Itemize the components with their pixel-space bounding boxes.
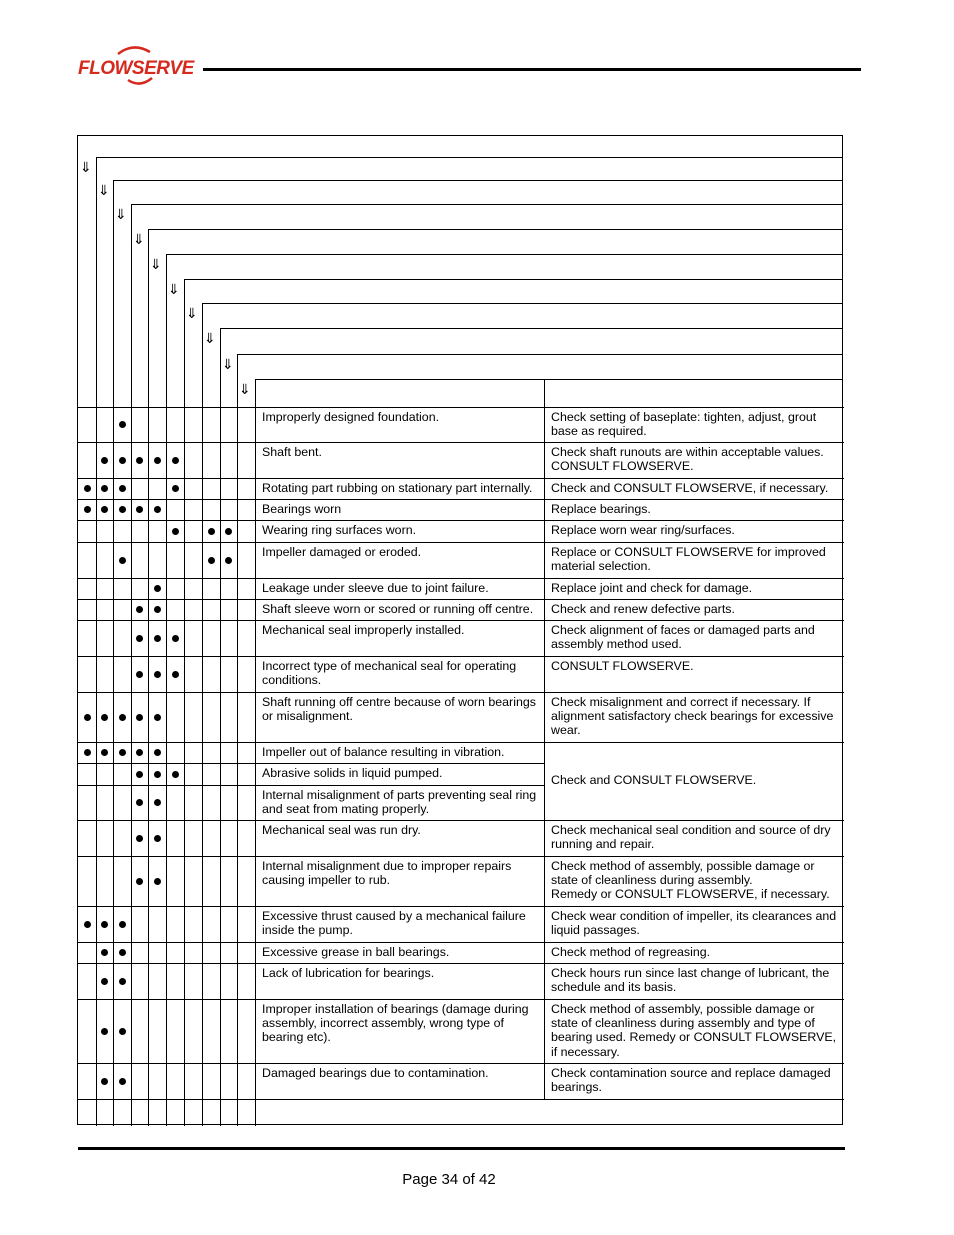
down-arrow-icon: ⇓ xyxy=(150,257,162,273)
down-arrow-icon: ⇓ xyxy=(239,382,251,398)
row-rule-19 xyxy=(78,999,844,1000)
header-rule-6 xyxy=(184,279,843,280)
symptom-dot xyxy=(225,557,232,564)
symptom-dot xyxy=(136,835,143,842)
cause-text: Lack of lubrication for bearings. xyxy=(262,966,435,980)
header-rule-1 xyxy=(96,157,843,158)
symptom-dot xyxy=(136,878,143,885)
symptom-dot xyxy=(101,978,108,985)
symptom-dot xyxy=(101,485,108,492)
header-rule-9 xyxy=(237,354,843,355)
row-rule-9 xyxy=(78,656,844,657)
symptom-dot xyxy=(172,457,179,464)
cause-text: Impeller out of balance resulting in vibration. xyxy=(262,745,505,759)
header-column-line-3 xyxy=(131,204,132,407)
body-column-line-4 xyxy=(166,407,167,1126)
remedy-text: Check misalignment and correct if necessary. If alignment satisfactory check bearings for excessive wear. xyxy=(551,695,834,738)
remedy-text: Check contamination source and replace damaged bearings. xyxy=(551,1066,831,1095)
cause-text: Damaged bearings due to contamination. xyxy=(262,1066,489,1080)
remedy-text: Check shaft runouts are within acceptable values. CONSULT FLOWSERVE. xyxy=(551,445,824,474)
symptom-dot xyxy=(101,1078,108,1085)
row-rule-12 xyxy=(78,763,544,764)
remedy-text: Check hours run since last change of lubricant, the schedule and its basis. xyxy=(551,966,830,995)
symptom-dot xyxy=(136,506,143,513)
symptom-dot xyxy=(154,606,161,613)
remedy-text: Check mechanical seal condition and source of dry running and repair. xyxy=(551,823,831,852)
row-rule-15 xyxy=(78,856,844,857)
symptom-dot xyxy=(225,528,232,535)
symptom-dot xyxy=(154,771,161,778)
row-rule-11 xyxy=(78,742,844,743)
header-rule-8 xyxy=(220,328,843,329)
merged-remedy-text: Check and CONSULT FLOWSERVE. xyxy=(551,773,757,787)
troubleshooting-table xyxy=(77,135,843,1125)
header-cause-line xyxy=(255,379,256,407)
symptom-dot xyxy=(84,485,91,492)
symptom-dot xyxy=(119,485,126,492)
cause-text: Wearing ring surfaces worn. xyxy=(262,523,417,537)
symptom-dot xyxy=(154,835,161,842)
header-rule-3 xyxy=(131,204,843,205)
symptom-dot xyxy=(101,714,108,721)
row-rule-7 xyxy=(78,599,844,600)
logo-text: FLOWSERVE xyxy=(78,58,194,79)
cause-text: Improper installation of bearings (damage during assembly, incorrect assembly, wrong type of bearing etc). xyxy=(262,1002,529,1045)
symptom-dot xyxy=(101,949,108,956)
header-rule-2 xyxy=(113,180,843,181)
remedy-text: Replace or CONSULT FLOWSERVE for improved material selection. xyxy=(551,545,826,574)
cause-text: Bearings worn xyxy=(262,502,342,516)
remedy-text: Replace worn wear ring/surfaces. xyxy=(551,523,735,537)
symptom-dot xyxy=(119,421,126,428)
body-column-line-7 xyxy=(220,407,221,1126)
body-column-line-8 xyxy=(237,407,238,1126)
symptom-dot xyxy=(119,714,126,721)
symptom-dot xyxy=(136,799,143,806)
header-column-line-2 xyxy=(113,180,114,407)
header-column-line-1 xyxy=(96,157,97,407)
symptom-dot xyxy=(136,749,143,756)
down-arrow-icon: ⇓ xyxy=(115,207,127,223)
remedy-text: CONSULT FLOWSERVE. xyxy=(551,659,694,673)
symptom-dot xyxy=(101,749,108,756)
cause-text: Incorrect type of mechanical seal for operating conditions. xyxy=(262,659,517,688)
row-rule-0 xyxy=(78,407,844,408)
symptom-dot xyxy=(101,506,108,513)
symptom-dot xyxy=(172,528,179,535)
symptom-dot xyxy=(136,635,143,642)
symptom-dot xyxy=(154,585,161,592)
symptom-dot xyxy=(154,671,161,678)
symptom-dot xyxy=(172,771,179,778)
symptom-dot xyxy=(119,557,126,564)
header-column-line-7 xyxy=(202,303,203,407)
remedy-text: Check method of regreasing. xyxy=(551,945,711,959)
symptom-dot xyxy=(154,457,161,464)
header-column-line-9 xyxy=(237,354,238,407)
symptom-dot xyxy=(119,949,126,956)
cause-text: Impeller damaged or eroded. xyxy=(262,545,422,559)
symptom-dot xyxy=(136,714,143,721)
header-rule-7 xyxy=(202,303,843,304)
remedy-text: Check alignment of faces or damaged parts and assembly method used. xyxy=(551,623,815,652)
row-rule-2 xyxy=(78,478,844,479)
symptom-dot xyxy=(101,457,108,464)
row-rule-16 xyxy=(78,906,844,907)
symptom-dot xyxy=(154,799,161,806)
symptom-dot xyxy=(84,749,91,756)
symptom-dot xyxy=(136,671,143,678)
symptom-dot xyxy=(136,606,143,613)
header-rule xyxy=(203,68,861,71)
down-arrow-icon: ⇓ xyxy=(186,306,198,322)
cause-text: Rotating part rubbing on stationary part internally. xyxy=(262,481,533,495)
header-column-line-6 xyxy=(184,279,185,407)
symptom-dot xyxy=(136,457,143,464)
cause-text: Internal misalignment due to improper repairs causing impeller to rub. xyxy=(262,859,512,888)
body-column-line-2 xyxy=(131,407,132,1126)
header-rule-4 xyxy=(148,229,843,230)
remedy-text: Check and renew defective parts. xyxy=(551,602,735,616)
cause-text: Shaft running off centre because of worn bearings or misalignment. xyxy=(262,695,536,724)
body-column-line-5 xyxy=(184,407,185,1126)
row-rule-20 xyxy=(78,1063,844,1064)
symptom-dot xyxy=(172,485,179,492)
row-rule-21 xyxy=(78,1099,844,1100)
symptom-dot xyxy=(172,671,179,678)
symptom-dot xyxy=(119,1028,126,1035)
row-rule-14 xyxy=(78,820,844,821)
flowserve-logo xyxy=(78,40,198,88)
body-column-line-0 xyxy=(96,407,97,1126)
cause-text: Mechanical seal was run dry. xyxy=(262,823,421,837)
symptom-dot xyxy=(84,714,91,721)
body-remedy-line xyxy=(544,407,545,1099)
down-arrow-icon: ⇓ xyxy=(133,232,145,248)
symptom-dot xyxy=(154,635,161,642)
row-rule-17 xyxy=(78,942,844,943)
cause-text: Shaft sleeve worn or scored or running off centre. xyxy=(262,602,534,616)
symptom-dot xyxy=(154,878,161,885)
symptom-dot xyxy=(101,1028,108,1035)
remedy-text: Check method of assembly, possible damage or state of cleanliness during assembly and type of bearing used. Remedy or CONSULT FLOWSERVE, if necessary. xyxy=(551,1002,837,1059)
symptom-dot xyxy=(119,978,126,985)
symptom-dot xyxy=(208,557,215,564)
cause-text: Mechanical seal improperly installed. xyxy=(262,623,465,637)
header-column-line-5 xyxy=(166,254,167,407)
down-arrow-icon: ⇓ xyxy=(80,160,92,176)
header-rule-5 xyxy=(166,254,843,255)
remedy-text: Check wear condition of impeller, its clearances and liquid passages. xyxy=(551,909,837,938)
symptom-dot xyxy=(84,921,91,928)
remedy-text: Check setting of baseplate: tighten, adjust, grout base as required. xyxy=(551,410,817,439)
symptom-dot xyxy=(119,457,126,464)
symptom-dot xyxy=(154,749,161,756)
body-column-line-6 xyxy=(202,407,203,1126)
remedy-text: Check method of assembly, possible damage or state of cleanliness during assembly. Remedy or CONSULT FLOWSERVE, if necessary. xyxy=(551,859,830,902)
down-arrow-icon: ⇓ xyxy=(222,357,234,373)
body-column-line-1 xyxy=(113,407,114,1126)
symptom-dot xyxy=(84,506,91,513)
symptom-dot xyxy=(136,771,143,778)
cause-text: Abrasive solids in liquid pumped. xyxy=(262,766,443,780)
symptom-dot xyxy=(172,635,179,642)
down-arrow-icon: ⇓ xyxy=(204,331,216,347)
symptom-dot xyxy=(101,921,108,928)
row-rule-5 xyxy=(78,542,844,543)
row-rule-18 xyxy=(78,963,844,964)
down-arrow-icon: ⇓ xyxy=(98,183,110,199)
cause-text: Excessive grease in ball bearings. xyxy=(262,945,450,959)
row-rule-1 xyxy=(78,442,844,443)
row-rule-8 xyxy=(78,620,844,621)
cause-text: Shaft bent. xyxy=(262,445,322,459)
remedy-text: Replace joint and check for damage. xyxy=(551,581,753,595)
symptom-dot xyxy=(154,714,161,721)
cause-text: Internal misalignment of parts preventing seal ring and seat from mating properly. xyxy=(262,788,537,817)
cause-text: Improperly designed foundation. xyxy=(262,410,440,424)
row-rule-10 xyxy=(78,692,844,693)
symptom-dot xyxy=(119,1078,126,1085)
symptom-dot xyxy=(119,921,126,928)
cause-text: Leakage under sleeve due to joint failure. xyxy=(262,581,489,595)
row-rule-3 xyxy=(78,499,844,500)
row-rule-4 xyxy=(78,520,844,521)
body-column-line-3 xyxy=(148,407,149,1126)
header-remedy-line xyxy=(544,379,545,407)
down-arrow-icon: ⇓ xyxy=(168,282,180,298)
remedy-text: Check and CONSULT FLOWSERVE, if necessary. xyxy=(551,481,829,495)
footer-rule xyxy=(78,1147,845,1150)
body-column-line-9 xyxy=(255,407,256,1126)
row-rule-13 xyxy=(78,785,544,786)
symptom-dot xyxy=(119,506,126,513)
header-column-line-8 xyxy=(220,328,221,407)
symptom-dot xyxy=(208,528,215,535)
symptom-dot xyxy=(154,506,161,513)
row-rule-6 xyxy=(78,578,844,579)
cause-text: Excessive thrust caused by a mechanical failure inside the pump. xyxy=(262,909,526,938)
symptom-dot xyxy=(119,749,126,756)
page-number: Page 34 of 42 xyxy=(402,1171,496,1188)
remedy-text: Replace bearings. xyxy=(551,502,651,516)
header-column-line-4 xyxy=(148,229,149,407)
header-rule-10 xyxy=(255,379,843,380)
